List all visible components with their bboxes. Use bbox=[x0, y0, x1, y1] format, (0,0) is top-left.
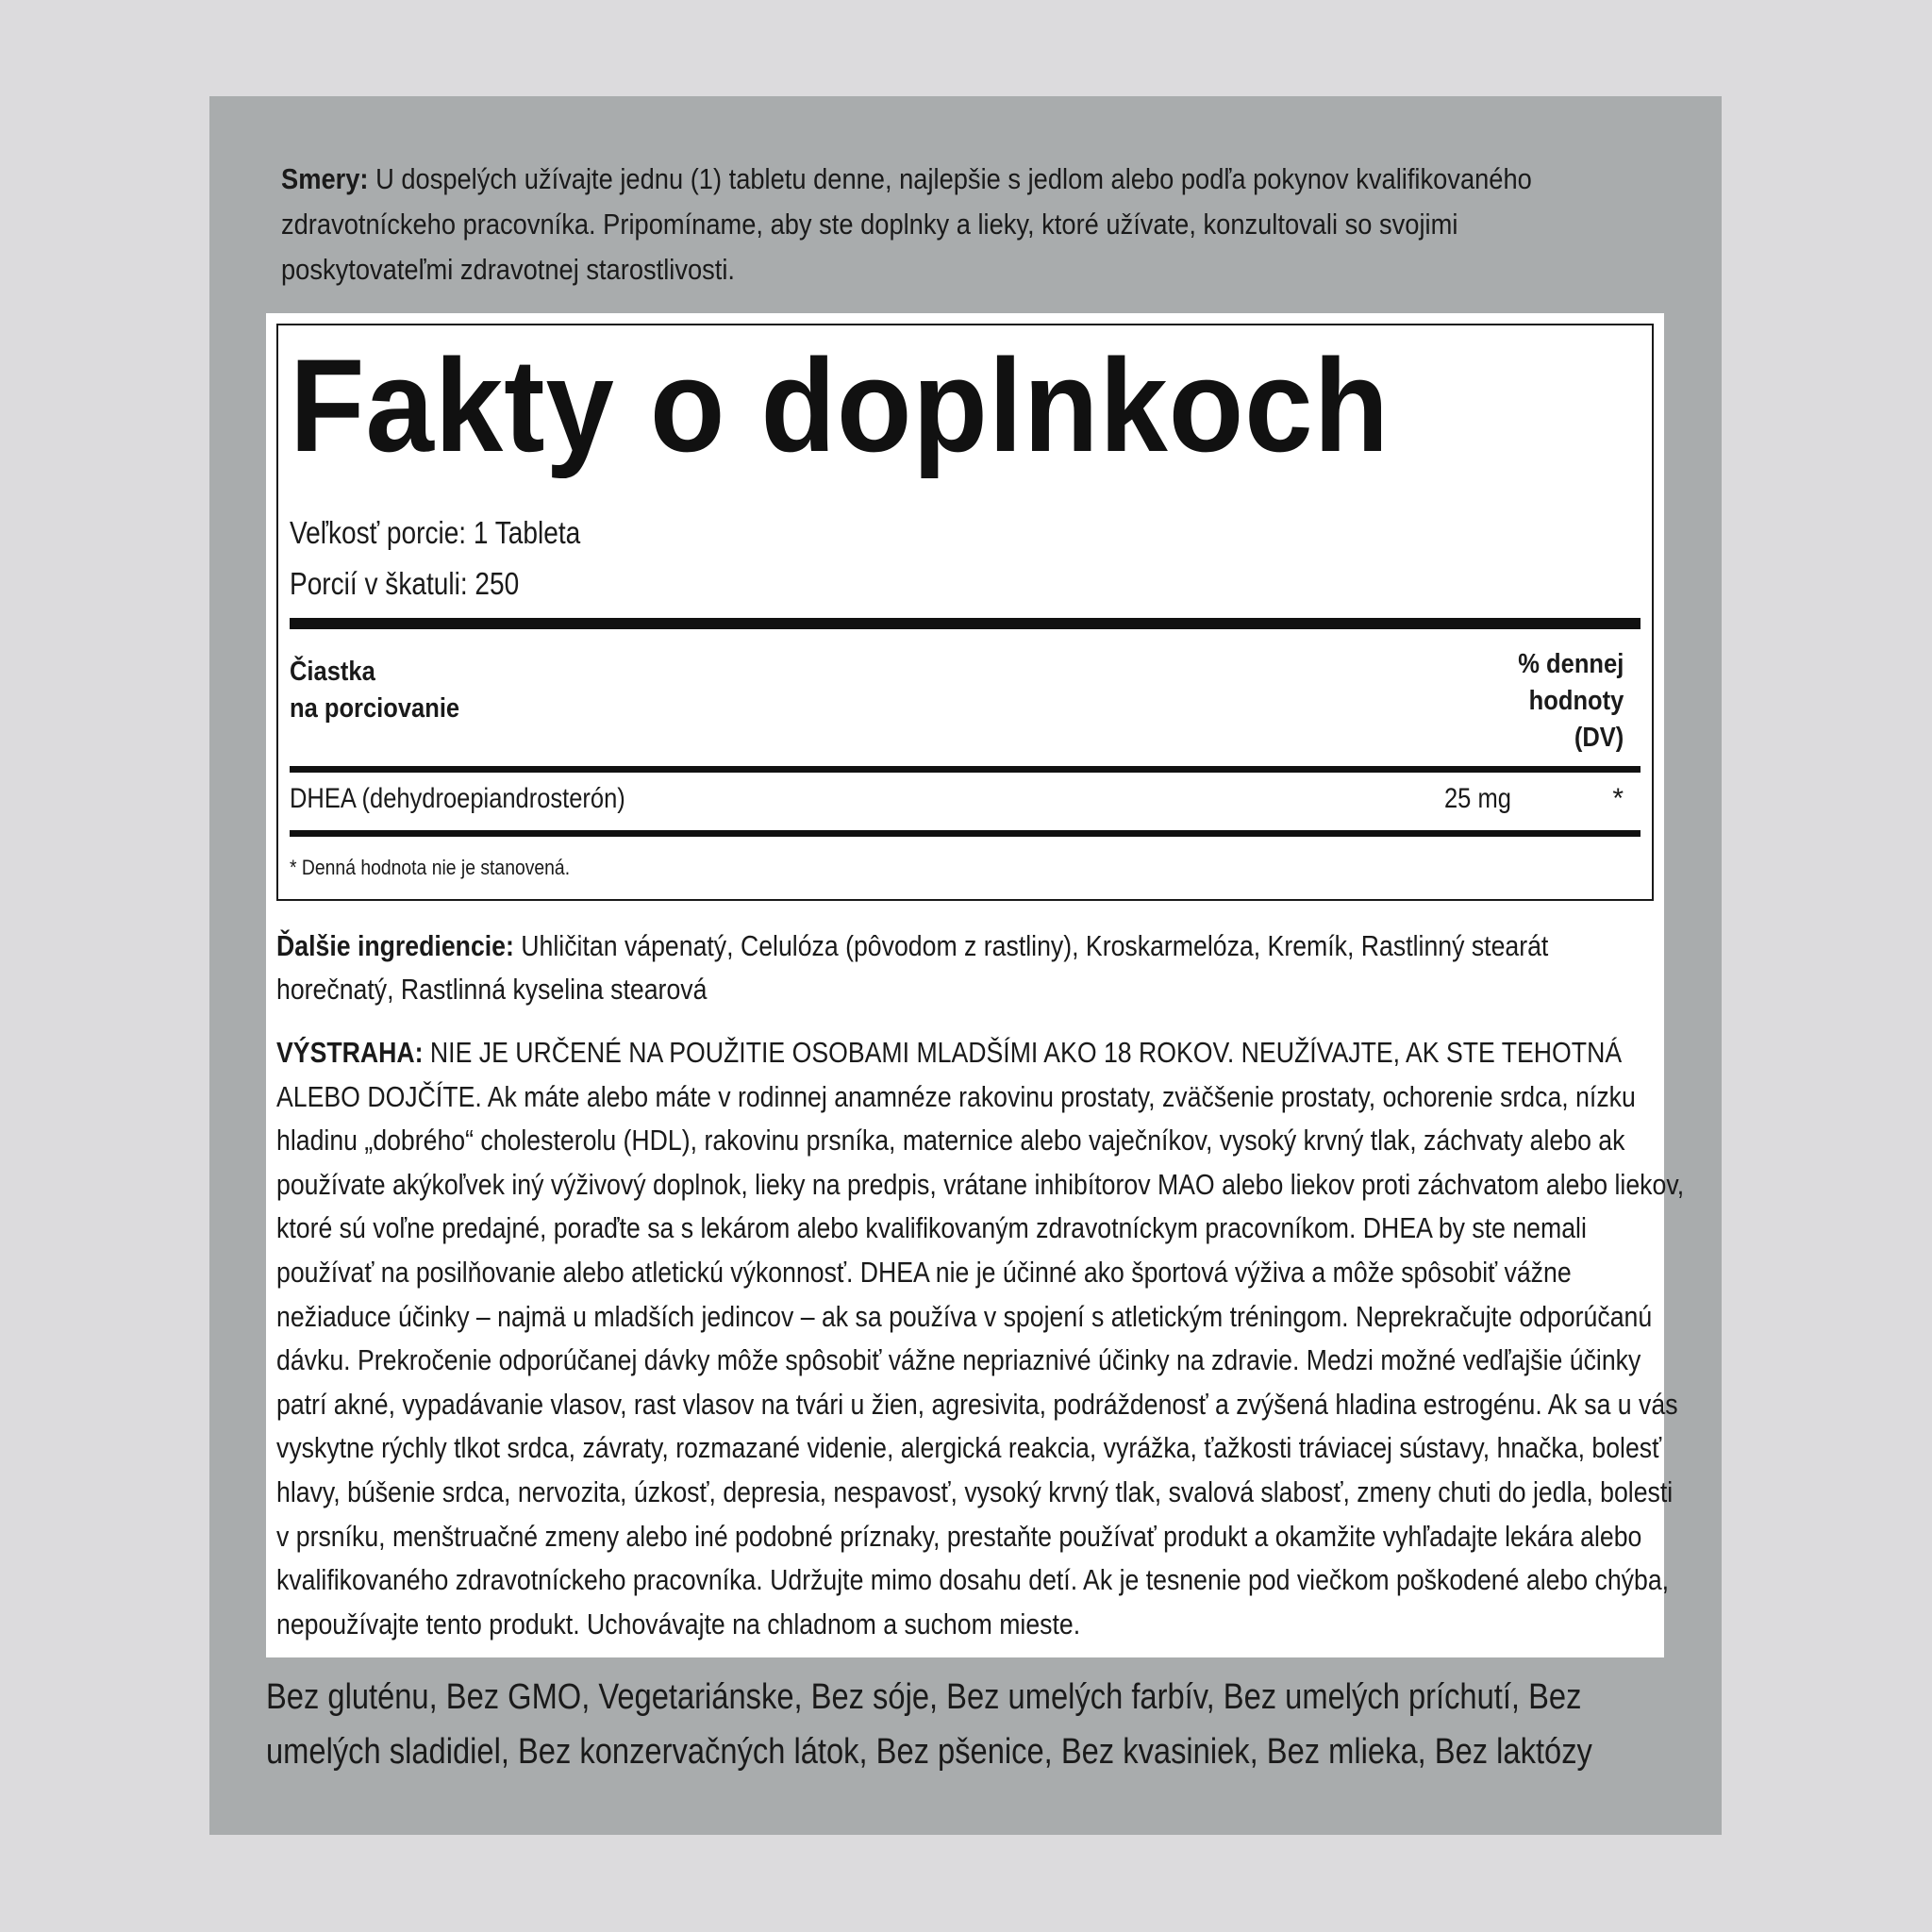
directions-body: U dospelých užívajte jednu (1) tabletu denne, najlepšie s jedlom alebo podľa pokynov kvalifikovaného zdravotníckeho pracovníka. Pripomíname, aby ste doplnky a lieky, ktoré užívate, konzultovali so svojimi poskytovateľmi zdravotnej starostlivosti. bbox=[281, 162, 1532, 286]
warning-label: VÝSTRAHA: bbox=[276, 1036, 424, 1069]
serving-size: Veľkosť porcie: 1 Tableta bbox=[290, 515, 581, 550]
divider-thick bbox=[290, 618, 1641, 629]
other-ingredients-body: Uhličitan vápenatý, Celulóza (pôvodom z rastliny), Kroskarmelóza, Kremík, Rastlinný stearát horečnatý, Rastlinná kyselina stearová bbox=[276, 929, 1549, 1006]
directions-text bbox=[281, 157, 1543, 292]
dv-header-line2: hodnoty bbox=[1528, 686, 1624, 716]
ingredient-name: DHEA (dehydroepiandrosterón) bbox=[290, 783, 625, 814]
ingredient-daily-value: * bbox=[1612, 783, 1624, 814]
ingredient-amount: 25 mg bbox=[1444, 783, 1511, 814]
amount-header-line1: Čiastka bbox=[290, 657, 375, 687]
supplement-facts-title: Fakty o doplnkoch bbox=[290, 331, 1391, 479]
daily-value-footnote: * Denná hodnota nie je stanovená. bbox=[290, 856, 571, 879]
amount-header-line2: na porciovanie bbox=[290, 693, 460, 724]
divider-medium bbox=[290, 766, 1641, 773]
supplement-facts-box bbox=[276, 324, 1654, 901]
other-ingredients-label: Ďalšie ingrediencie: bbox=[276, 929, 514, 962]
warning-text bbox=[276, 1031, 1688, 1646]
dv-header-line3: (DV) bbox=[1574, 723, 1624, 753]
dv-header-line1: % dennej bbox=[1517, 649, 1624, 679]
amount-per-serving-header bbox=[290, 654, 459, 727]
free-from-claims: Bez gluténu, Bez GMO, Vegetariánske, Bez sóje, Bez umelých farbív, Bez umelých príchutí, Bez umelých sladidiel, Bez konzervačných látok, Bez pšenice, Bez kvasiniek, Bez mlieka, Bez laktózy bbox=[266, 1677, 1592, 1772]
other-ingredients bbox=[276, 924, 1656, 1011]
servings-per-container: Porcií v škatuli: 250 bbox=[290, 566, 520, 601]
warning-body: NIE JE URČENÉ NA POUŽITIE OSOBAMI MLADŠÍMI AKO 18 ROKOV. NEUŽÍVAJTE, AK STE TEHOTNÁ ALEBO DOJČÍTE. Ak máte alebo máte v rodinnej anamnéze rakovinu prostaty, zväčšenie prostaty, ochorenie srdca, nízku hladinu „dobrého“ cholesterolu (HDL), rakovinu prsníka, maternice alebo vaječníkov, vysoký krvný tlak, záchvaty alebo ak používate akýkoľvek iný výživový doplnok, lieky na predpis, vrátane inhibítorov MAO alebo liekov proti záchvatom alebo liekov, ktoré sú voľne predajné, poraďte sa s lekárom alebo kvalifikovaným zdravotníckym pracovníkom. DHEA by ste nemali používať na posilňovanie alebo atletickú výkonnosť. DHEA nie je účinné ako športová výživa a môže spôsobiť vážne nežiaduce účinky – najmä u mladších jedincov – ak sa používa v spojení s atletickým tréningom. Neprekračujte odporúčanú dávku. Prekročenie odporúčanej dávky môže spôsobiť vážne nepriaznivé účinky na zdravie. Medzi možné vedľajšie účinky patrí akné, vypadávanie vlasov, rast vlasov na tvári u žien, agresivita, podráždenosť a zvýšená hladina estrogénu. Ak sa u vás vyskytne rýchly tlkot srdca, závraty, rozmazané videnie, alergická reakcia, vyrážka, ťažkosti tráviacej sústavy, hnačka, bolesť hlavy, búšenie srdca, nervozita, úzkosť, depresia, nespavosť, vysoký krvný tlak, svalová slabosť, zmeny chuti do jedla, bolesti v prsníku, menštruačné zmeny alebo iné podobné príznaky, prestaňte používať produkt a okamžite vyhľadajte lekára alebo kvalifikovaného zdravotníckeho pracovníka. Udržujte mimo dosahu detí. Ak je tesnenie pod viečkom poškodené alebo chýba, nepoužívajte tento produkt. Uchovávajte na chladnom a suchom mieste. bbox=[276, 1036, 1685, 1641]
daily-value-header bbox=[1518, 646, 1624, 757]
divider-medium-bottom bbox=[290, 830, 1641, 837]
directions-label: Smery: bbox=[281, 162, 369, 195]
